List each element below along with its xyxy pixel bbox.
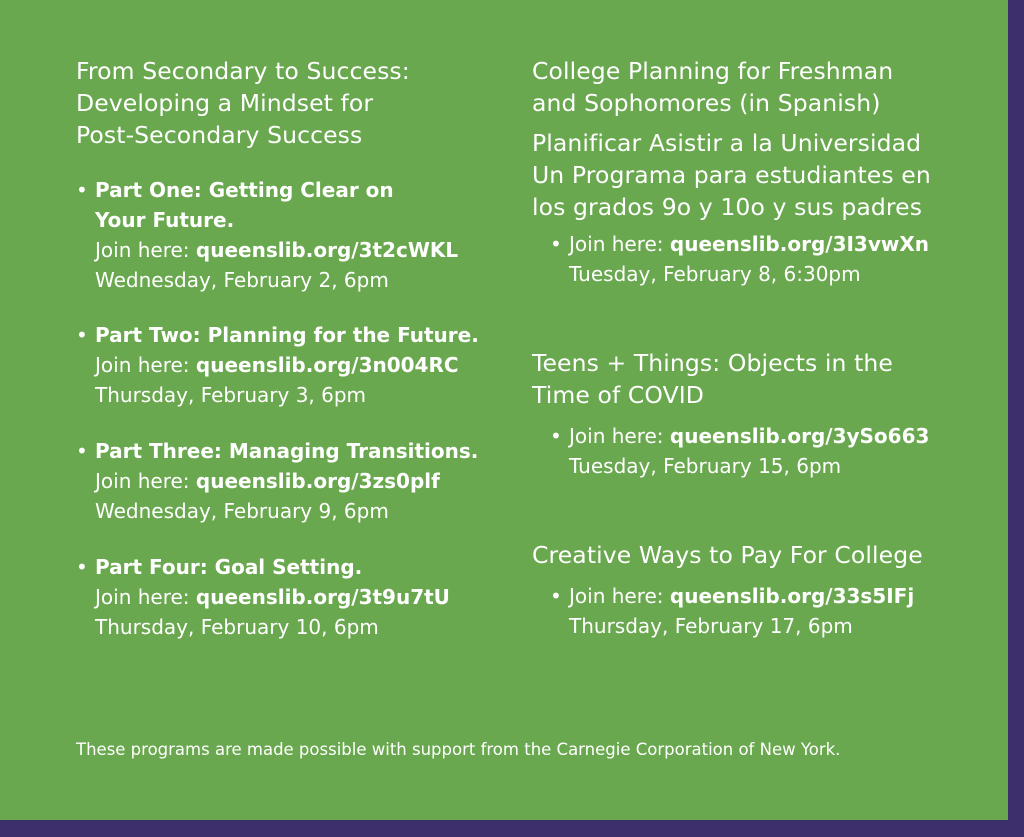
session-date: Wednesday, February 9, 6pm (95, 499, 389, 523)
heading-line: College Planning for Freshman (532, 57, 894, 85)
heading-line: los grados 9o y 10o y sus padres (532, 193, 923, 221)
heading-line: Time of COVID (532, 381, 704, 409)
session-date: Thursday, February 3, 6pm (95, 383, 367, 407)
session-title (95, 175, 516, 235)
join-link[interactable]: queenslib.org/3I3vwXn (669, 232, 930, 256)
join-link[interactable]: queenslib.org/3ySo663 (669, 424, 930, 448)
program-heading-secondary-to-success (76, 55, 516, 151)
session-title: Part Two: Planning for the Future. (95, 323, 479, 347)
session-date: Thursday, February 17, 6pm (569, 614, 853, 638)
join-label: Join here: (95, 238, 196, 262)
session-teens-things (532, 421, 992, 481)
join-link[interactable]: queenslib.org/3t9u7tU (195, 585, 450, 609)
bullet: • (550, 584, 562, 608)
heading-line: Creative Ways to Pay For College (532, 541, 923, 569)
session-date: Thursday, February 10, 6pm (95, 615, 379, 639)
sponsor-footer: These programs are made possible with support from the Carnegie Corporation of New York. (76, 740, 841, 759)
program-subheading-spanish (532, 127, 992, 223)
program-heading-college-planning (532, 55, 992, 119)
join-link[interactable]: queenslib.org/3n004RC (195, 353, 459, 377)
heading-line: Post-Secondary Success (76, 121, 363, 149)
heading-line: and Sophomores (532, 89, 732, 117)
join-label: Join here: (569, 584, 670, 608)
left-column (76, 55, 516, 642)
program-heading-teens-things (532, 347, 992, 411)
program-heading-pay-for-college (532, 539, 992, 571)
session-date: Wednesday, February 2, 6pm (95, 268, 389, 292)
session-pay-for-college (532, 581, 992, 641)
session-college-planning (532, 229, 992, 289)
session-title: Part Three: Managing Transitions. (95, 439, 479, 463)
title-line: Your Future. (95, 208, 235, 232)
heading-line: From Secondary to Success: (76, 57, 410, 85)
bullet: • (76, 439, 88, 463)
join-label: Join here: (569, 424, 670, 448)
bullet: • (76, 555, 88, 579)
bullet: • (550, 232, 562, 256)
session-part-one (76, 175, 516, 295)
join-link[interactable]: queenslib.org/3t2cWKL (195, 238, 459, 262)
bullet: • (76, 323, 88, 347)
session-title: Part Four: Goal Setting. (95, 555, 363, 579)
join-link[interactable]: queenslib.org/3zs0plf (195, 469, 440, 493)
heading-language-note: (in Spanish) (731, 89, 881, 117)
right-column (532, 55, 992, 641)
session-part-three (76, 436, 516, 526)
heading-line: Un Programa para estudiantes en (532, 161, 931, 189)
session-part-two (76, 320, 516, 410)
heading-line: Developing a Mindset for (76, 89, 374, 117)
join-label: Join here: (95, 353, 196, 377)
join-link[interactable]: queenslib.org/33s5IFj (669, 584, 915, 608)
bullet: • (76, 178, 88, 202)
bullet: • (550, 424, 562, 448)
session-date: Tuesday, February 15, 6pm (569, 454, 842, 478)
session-part-four (76, 552, 516, 642)
join-label: Join here: (95, 585, 196, 609)
join-label: Join here: (95, 469, 196, 493)
heading-line: Planificar Asistir a la Universidad (532, 129, 922, 157)
title-line: Part One: Getting Clear on (95, 178, 394, 202)
session-date: Tuesday, February 8, 6:30pm (569, 262, 861, 286)
heading-line: Teens + Things: Objects in the (532, 349, 893, 377)
join-label: Join here: (569, 232, 670, 256)
